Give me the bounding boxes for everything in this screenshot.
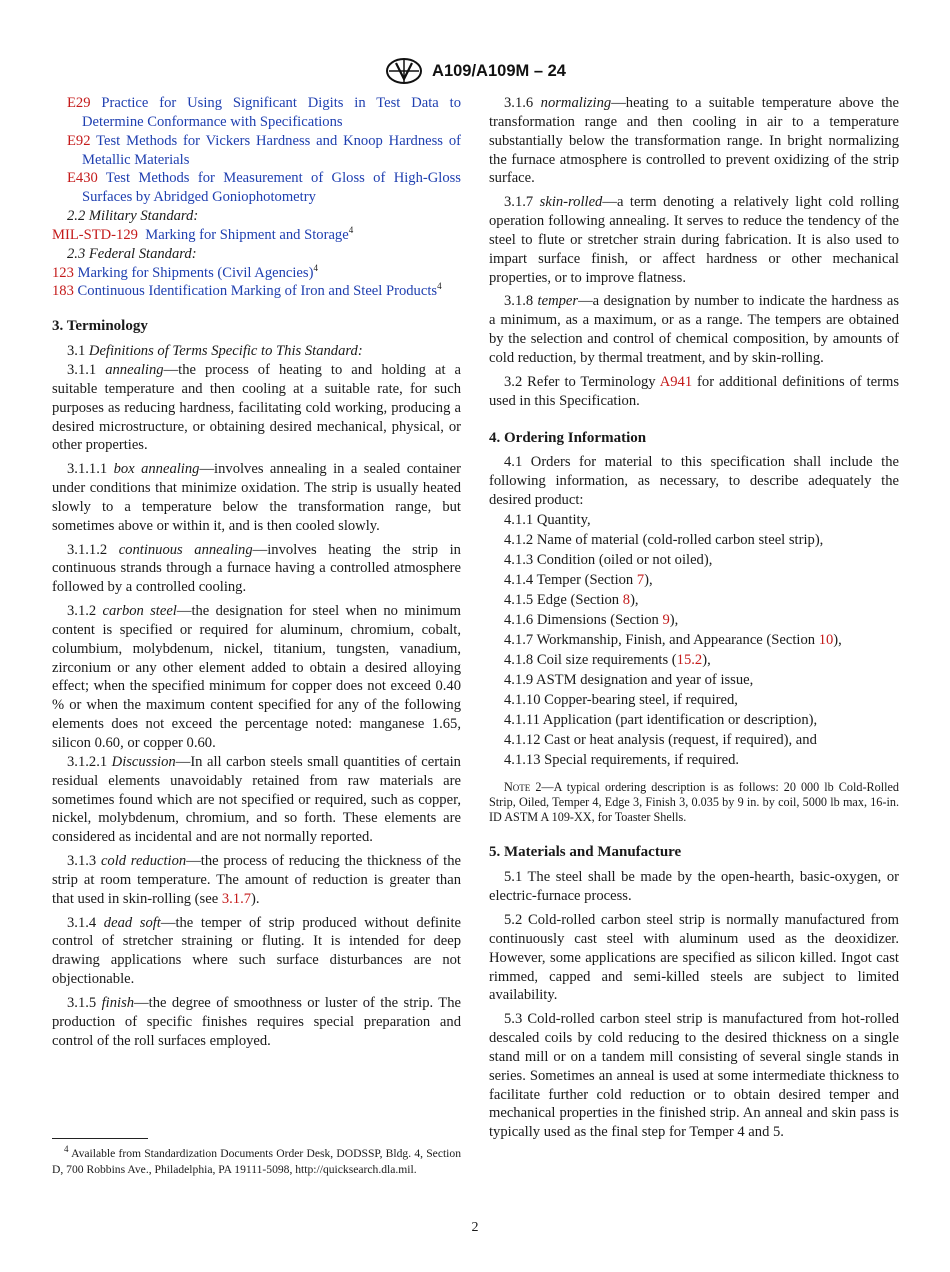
para-3-1-4: 3.1.4 dead soft—the temper of strip produced without definite control of stretcher straining or fluting. It is intended for deep drawing applications where such surface disturbances are not objectionable. bbox=[52, 914, 461, 988]
federal-standard-heading: 2.3 Federal Standard: bbox=[67, 245, 197, 262]
link-section-10[interactable]: 10 bbox=[818, 631, 834, 648]
footnote-4: $^4$ Available from Standardization Documents Order Desk, DODSSP, Bldg. 4, Section D, 700 Robbins Ave., Philadelphia, PA 19111-5098, http://quicksearch.dla.mil. bbox=[52, 1144, 461, 1176]
list-item: 4.1.7 Workmanship, Finish, and Appearance (Section 10), bbox=[504, 631, 842, 648]
page-number: 2 bbox=[471, 1220, 479, 1235]
link-a941[interactable]: A941 bbox=[659, 373, 693, 390]
para-3-1-1-1: 3.1.1.1 box annealing—involves annealing in a sealed container under conditions that minimize oxidation. The strip is usually heated slowly to a temperature below the transformation range, but sometimes above or within it, and is then cooled slowly. bbox=[52, 461, 461, 534]
list-item: 4.1.11 Application (part identification or description), bbox=[504, 711, 818, 728]
list-item: 4.1.5 Edge (Section 8), bbox=[504, 591, 639, 608]
para-3-1-2: 3.1.2 carbon steel—the designation for steel when no minimum content is specified or required for aluminum, chromium, cobalt, columbium, molybdenum, nickel, titanium, tungsten, vanadium, zirconium or any other element added to obtain a desired alloying effect; when the specified minimum for copper does not exceed 0.40 % or when the maximum content specified for any of the following elements does not exceed the percentage noted: manganese 1.65, silicon 0.60, or copper 0.60. bbox=[52, 603, 461, 751]
military-standard-heading: 2.2 Military Standard: bbox=[67, 208, 199, 225]
para-3-2: 3.2 Refer to Terminology A941 for additional definitions of terms used in this Specification. bbox=[489, 373, 899, 409]
reference-e430[interactable]: E430 Test Methods for Measurement of Gloss of High-Gloss Surfaces by Abridged Goniophotometry bbox=[67, 170, 461, 206]
link-3-1-7[interactable]: 3.1.7 bbox=[221, 890, 252, 907]
page-header bbox=[0, 56, 950, 86]
para-3-1-1-2: 3.1.1.2 continuous annealing—involves heating the strip in continuous strands through a furnace having a controlled atmosphere followed by a controlled cooling. bbox=[52, 541, 461, 596]
link-section-8[interactable]: 8 bbox=[622, 591, 631, 608]
left-column bbox=[52, 94, 461, 1056]
reference-mil-std-129[interactable]: MIL-STD-129 Marking for Shipment and Storage$^4$ bbox=[52, 225, 354, 243]
para-3-1-8: 3.1.8 temper—a designation by number to indicate the hardness as a minimum, as a maximum, or as a range. The tempers are obtained by the selection and control of chemical composition, by amounts of cold reduction, by thermal treatment, and by skin-rolling. bbox=[489, 293, 899, 366]
para-3-1-3: 3.1.3 cold reduction—the process of reducing the thickness of the strip at room temperature. The amount of reduction is greater than that used in skin-rolling (see 3.1.7). bbox=[52, 853, 461, 907]
link-15-2[interactable]: 15.2 bbox=[676, 651, 703, 668]
note-2: Note 2—A typical ordering description is as follows: 20 000 lb Cold-Rolled Strip, Oiled, Temper 4, Edge 3, Finish 3, 0.035 by 9 in. by coil, 5000 lb max, 16-in. ID ASTM A 109-XX, for Toaster Shells. bbox=[489, 779, 900, 825]
astm-logo-icon bbox=[384, 57, 424, 85]
list-item: 4.1.13 Special requirements, if required. bbox=[504, 751, 740, 768]
para-3-1-5: 3.1.5 finish—the degree of smoothness or luster of the strip. The production of specific finishes requires special preparation and control of the roll surfaces employed. bbox=[52, 994, 461, 1049]
list-item: 4.1.10 Copper-bearing steel, if required, bbox=[504, 691, 738, 708]
para-3-1-7: 3.1.7 skin-rolled—a term denoting a relatively light cold rolling operation following annealing. It serves to reduce the tendency of the steel to flute or stretcher strain during fabrication. It is also used to impart surface finish, or affect hardness or other mechanical properties, or to improve flatness. bbox=[489, 194, 899, 286]
link-section-7[interactable]: 7 bbox=[636, 571, 645, 588]
right-column bbox=[489, 94, 899, 1147]
para-3-1: 3.1 Definitions of Terms Specific to This Standard: bbox=[67, 343, 363, 360]
para-5-1: 5.1 The steel shall be made by the open-hearth, basic-oxygen, or electric-furnace process. bbox=[489, 869, 899, 905]
link-section-9[interactable]: 9 bbox=[662, 611, 670, 628]
list-item: 4.1.1 Quantity, bbox=[504, 511, 591, 528]
footnote-divider bbox=[52, 1138, 148, 1139]
list-item: 4.1.2 Name of material (cold-rolled carbon steel strip), bbox=[504, 531, 824, 548]
para-3-1-1: 3.1.1 annealing—the process of heating to and holding at a suitable temperature and then cooling at a suitable rate, for such purposes as reducing hardness, facilitating cold working, producing a desired microstructure, or obtaining desired mechanical, physical, or other properties. bbox=[52, 361, 461, 454]
list-item: 4.1.4 Temper (Section 7), bbox=[504, 571, 653, 588]
reference-e92[interactable]: E92 Test Methods for Vickers Hardness and Knoop Hardness of Metallic Materials bbox=[67, 132, 462, 168]
list-item: 4.1.12 Cast or heat analysis (request, if required), and bbox=[504, 731, 817, 748]
para-4-1: 4.1 Orders for material to this specification shall include the following information, as necessary, to describe adequately the desired product: bbox=[489, 454, 899, 509]
section-4-heading: 4. Ordering Information bbox=[489, 429, 647, 446]
section-5-heading: 5. Materials and Manufacture bbox=[489, 844, 682, 861]
para-3-1-2-1: 3.1.2.1 Discussion—In all carbon steels small quantities of certain residual elements unavoidably retained from raw materials are sometimes found which are not specified or required, such as copper, nickel, molybdenum, chromium, and so forth. These elements are considered as incidental and are not normally reported. bbox=[52, 753, 461, 846]
reference-e29[interactable]: E29 Practice for Using Significant Digits in Test Data to Determine Conformance with Specifications bbox=[67, 95, 461, 130]
list-item: 4.1.8 Coil size requirements (15.2), bbox=[504, 651, 711, 668]
reference-fed-183[interactable]: 183 Continuous Identification Marking of Iron and Steel Products$^4$ bbox=[52, 281, 442, 300]
ordering-list bbox=[489, 510, 899, 770]
para-5-3: 5.3 Cold-rolled carbon steel strip is manufactured from hot-rolled descaled coils by cold reducing to the desired thickness on a single stand mill or on a tandem mill consisting of several single stands in series. Sometimes an anneal is used at some intermediate thickness to facilitate further cold reduction or to obtain desired temper and mechanical properties in the finished strip. An anneal and skin pass is typically used as the final step for Temper 4 and 5. bbox=[489, 1011, 899, 1141]
para-5-2: 5.2 Cold-rolled carbon steel strip is normally manufactured from continuously cast steel with aluminum used as the deoxidizer. However, some applications are specified as silicon killed. Ingot cast rimmed, capped and semi-killed steels are subject to limited availability. bbox=[489, 912, 899, 1004]
reference-fed-123[interactable]: 123 Marking for Shipments (Civil Agencies)$^4$ bbox=[52, 262, 318, 281]
list-item: 4.1.9 ASTM designation and year of issue, bbox=[504, 671, 754, 688]
para-3-1-6: 3.1.6 normalizing—heating to a suitable temperature above the transformation range and then cooling in air to a temperature substantially below the transformation range. In bright normalizing the furnace atmosphere is controlled to prevent oxidizing of the strip surface. bbox=[489, 95, 899, 187]
document-id: A109/A109M – 24 bbox=[432, 61, 566, 80]
list-item: 4.1.6 Dimensions (Section 9), bbox=[504, 611, 679, 628]
section-3-heading: 3. Terminology bbox=[52, 318, 148, 335]
list-item: 4.1.3 Condition (oiled or not oiled), bbox=[504, 551, 713, 568]
